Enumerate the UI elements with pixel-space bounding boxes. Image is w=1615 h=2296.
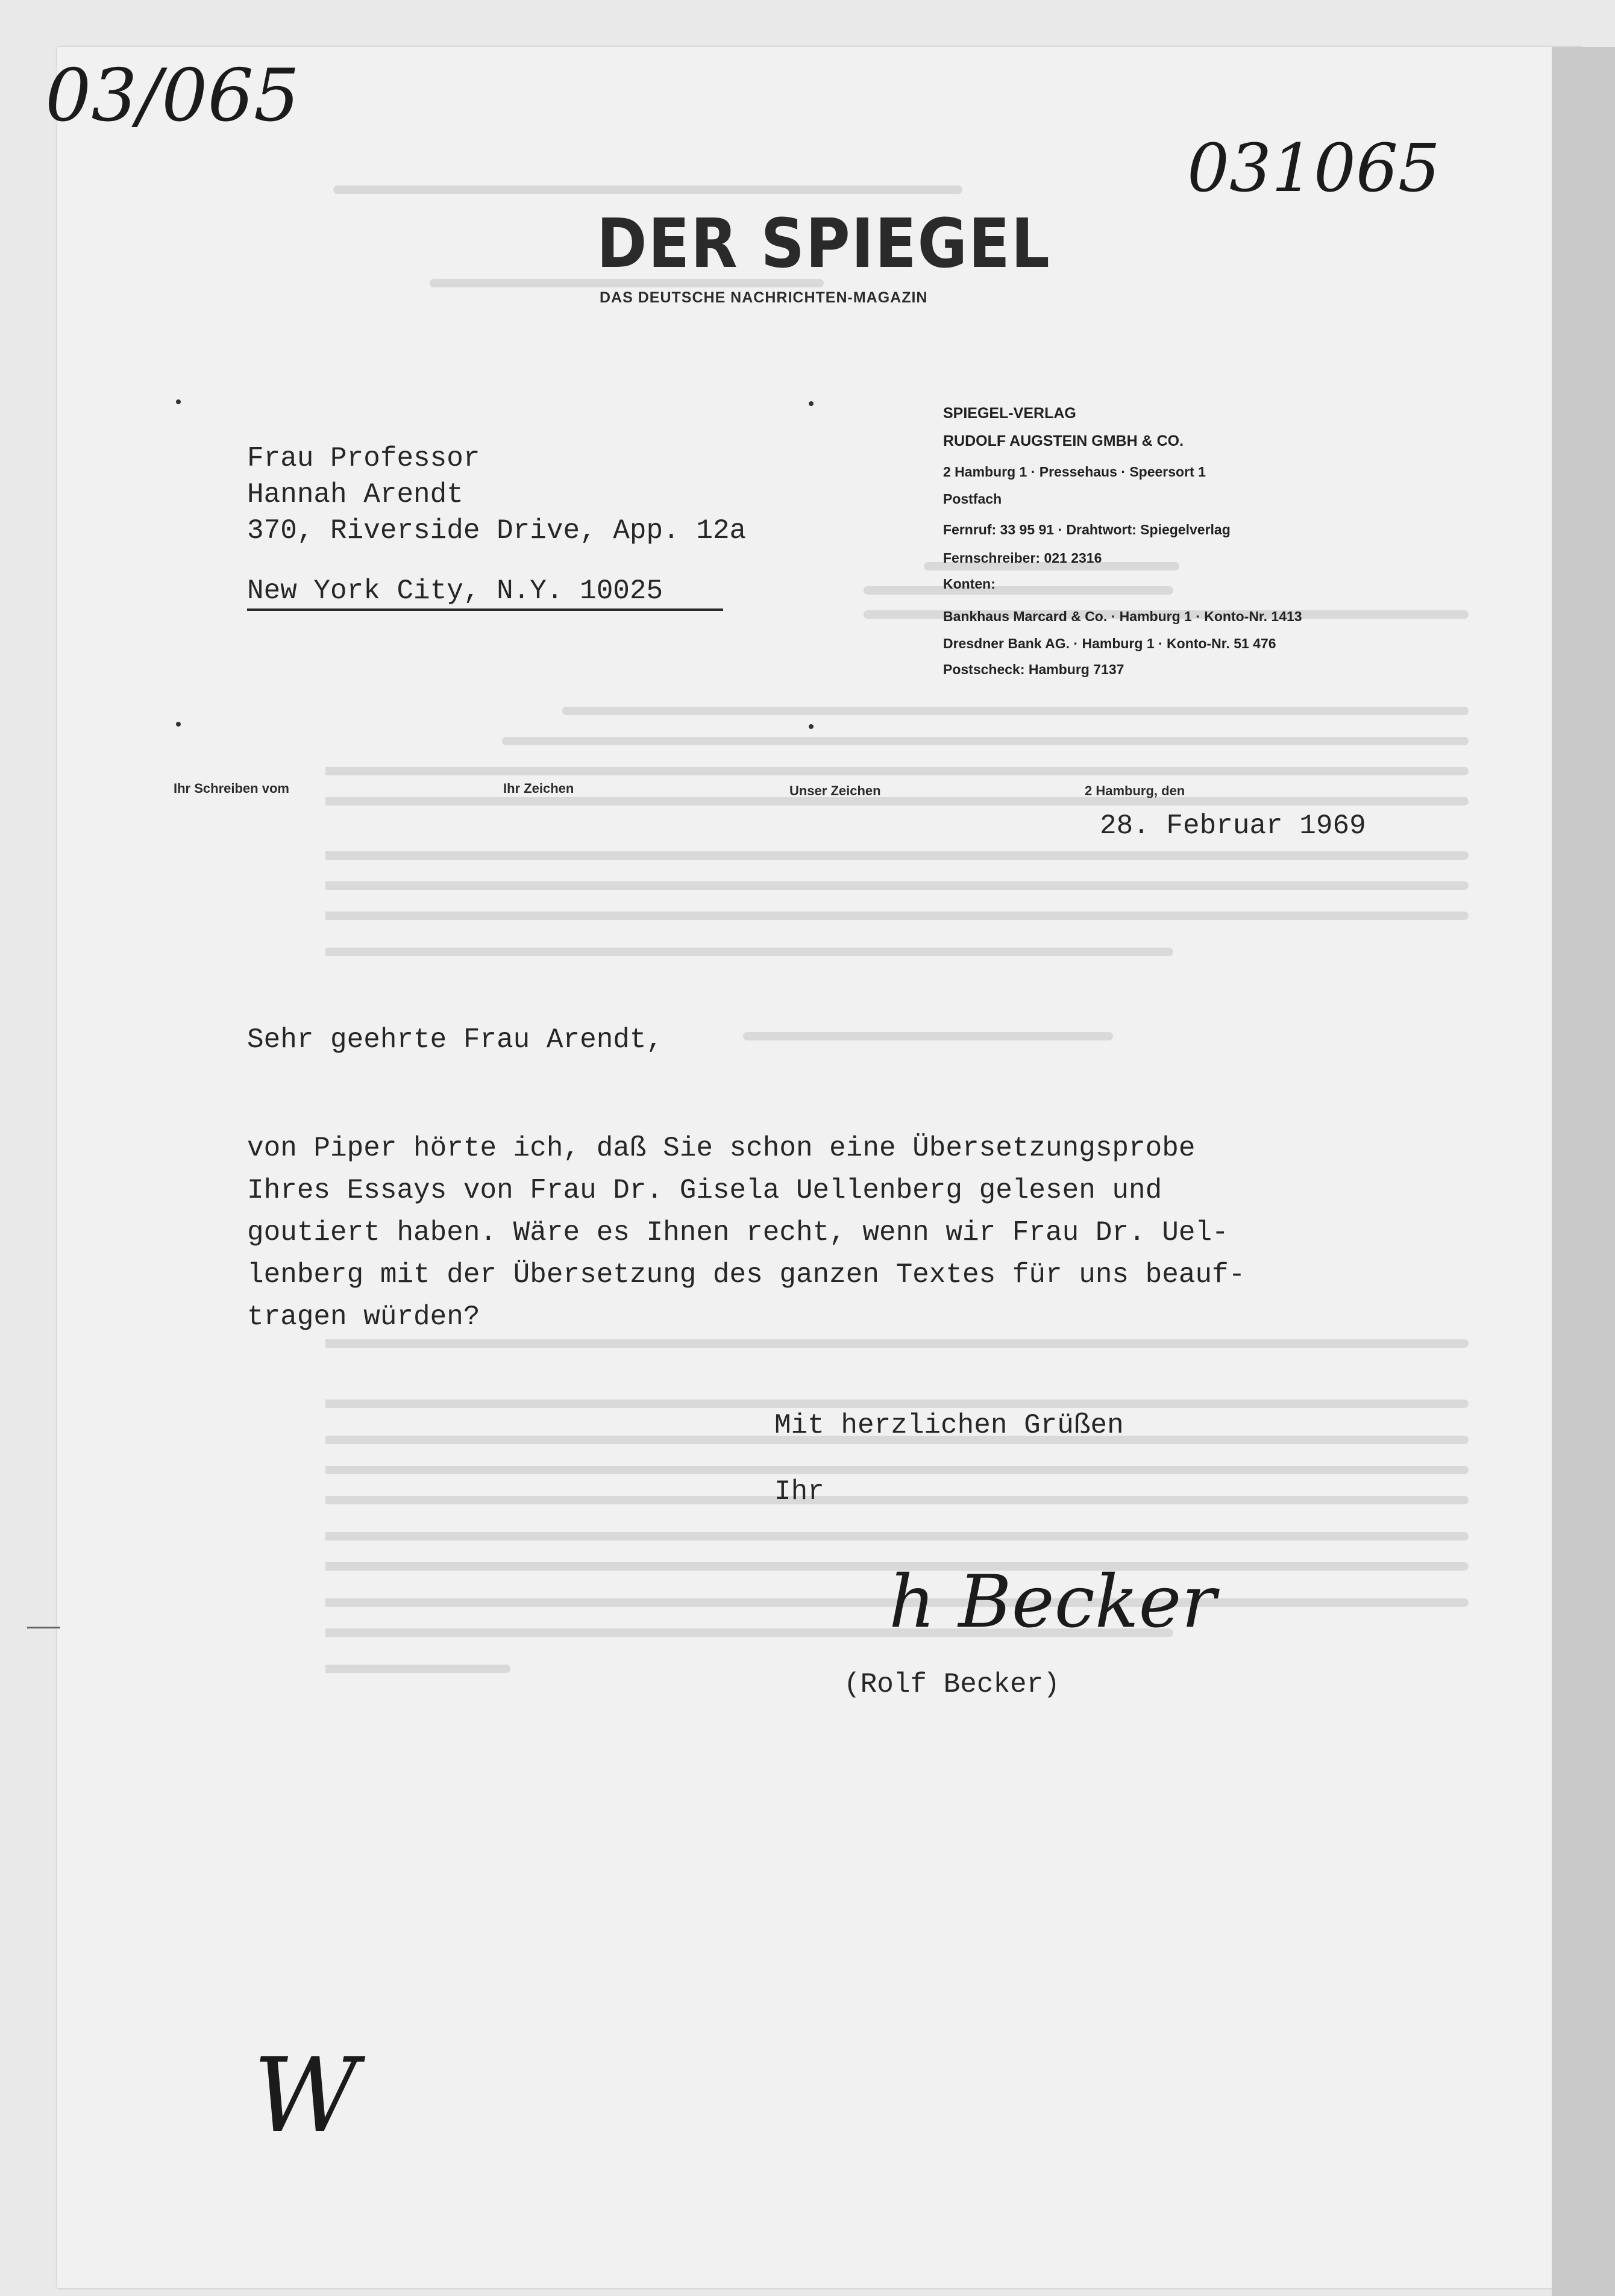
- recipient-line: Hannah Arendt: [247, 479, 463, 510]
- fold-mark-dot: [176, 722, 181, 727]
- publisher-line: SPIEGEL-VERLAG: [943, 405, 1076, 422]
- bottom-mark: W: [253, 2036, 359, 2156]
- salutation: Sehr geehrte Frau Arendt,: [247, 1024, 663, 1056]
- body-line: lenberg mit der Übersetzung des ganzen Textes für uns beauf-: [247, 1259, 1246, 1290]
- archive-number-left: 03/065: [45, 54, 300, 138]
- closing-greeting: Mit herzlichen Grüßen: [774, 1410, 1124, 1441]
- signer-name: (Rolf Becker): [844, 1669, 1060, 1700]
- margin-mark: [27, 1627, 60, 1628]
- fold-mark-dot: [176, 399, 181, 404]
- signature: h Becker: [889, 1560, 1216, 1644]
- page-edge: [1552, 47, 1615, 2296]
- publisher-line: Postfach: [943, 491, 1002, 507]
- publisher-line: RUDOLF AUGSTEIN GMBH & CO.: [943, 433, 1184, 449]
- label-unser-zeichen: Unser Zeichen: [789, 783, 881, 798]
- closing-ihr: Ihr: [774, 1476, 824, 1507]
- publisher-line: 2 Hamburg 1 · Pressehaus · Speersort 1: [943, 464, 1206, 480]
- publisher-line: Postscheck: Hamburg 7137: [943, 662, 1124, 677]
- body-line: goutiert haben. Wäre es Ihnen recht, wenn wir Frau Dr. Uel-: [247, 1217, 1229, 1248]
- publisher-line: Bankhaus Marcard & Co. · Hamburg 1 · Konto-Nr. 1413: [943, 608, 1302, 624]
- publisher-line: Konten:: [943, 576, 996, 592]
- body-line: von Piper hörte ich, daß Sie schon eine Übersetzungsprobe: [247, 1133, 1196, 1164]
- bleed-through: [325, 175, 1470, 1753]
- fold-mark-dot: [809, 401, 814, 406]
- publisher-line: Dresdner Bank AG. · Hamburg 1 · Konto-Nr. 51 476: [943, 636, 1276, 651]
- label-ihr-schreiben: Ihr Schreiben vom: [174, 781, 289, 796]
- publisher-line: Fernruf: 33 95 91 · Drahtwort: Spiegelverlag: [943, 522, 1231, 537]
- body-line: Ihres Essays von Frau Dr. Gisela Uellenberg gelesen und: [247, 1175, 1162, 1206]
- masthead-subtitle: DAS DEUTSCHE NACHRICHTEN-MAGAZIN: [600, 289, 928, 306]
- publisher-line: Fernschreiber: 021 2316: [943, 550, 1102, 566]
- recipient-underline: [247, 608, 723, 611]
- fold-mark-dot: [809, 724, 814, 729]
- bleed-through-lines: [325, 175, 1470, 1753]
- masthead-title: DER SPIEGEL: [597, 205, 1051, 283]
- recipient-city-line: New York City, N.Y. 10025: [247, 575, 663, 607]
- letter-date: 28. Februar 1969: [1100, 810, 1366, 842]
- archive-number-right: 031065: [1187, 130, 1440, 207]
- label-ihr-zeichen: Ihr Zeichen: [503, 781, 574, 796]
- label-ort: 2 Hamburg, den: [1085, 783, 1185, 798]
- recipient-line: Frau Professor: [247, 443, 480, 474]
- recipient-line: 370, Riverside Drive, App. 12a: [247, 515, 747, 546]
- body-line: tragen würden?: [247, 1301, 480, 1333]
